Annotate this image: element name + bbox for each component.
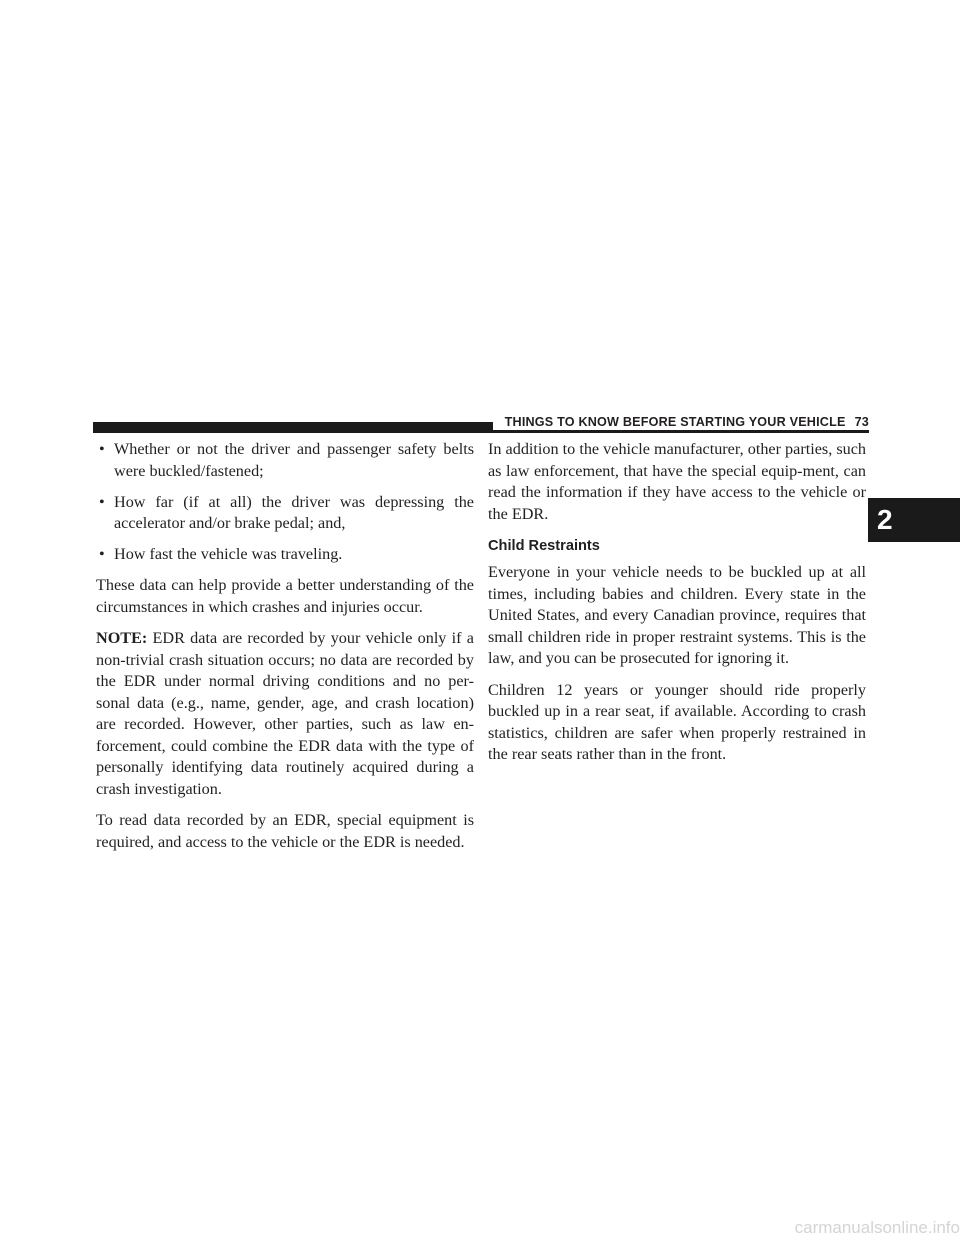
list-item bbox=[96, 544, 474, 566]
paragraph: Everyone in your vehicle needs to be buckled up at all times, including babies and children. Every state in the United States, and every Canadian province, requires that small children ride in proper restraint systems. This is the law, and you can be prosecuted for ignoring it. bbox=[488, 563, 866, 667]
list-item-text: Whether or not the driver and passenger safety belts were buckled/fastened; bbox=[114, 440, 474, 480]
list-item-text: How far (if at all) the driver was depressing the accelerator and/or brake pedal; and, bbox=[114, 492, 474, 532]
note-label: NOTE: bbox=[96, 629, 148, 647]
section-heading: Child Restraints bbox=[488, 538, 600, 554]
running-header bbox=[496, 415, 869, 435]
page-number: 73 bbox=[854, 415, 869, 429]
left-column bbox=[96, 439, 474, 863]
section-title: THINGS TO KNOW BEFORE STARTING YOUR VEHICLE bbox=[504, 415, 846, 429]
bullet-icon: • bbox=[99, 545, 105, 563]
paragraph: These data can help provide a better understanding of the circumstances in which crashes and injuries occur. bbox=[96, 576, 474, 616]
paragraph: Children 12 years or younger should ride properly buckled up in a rear seat, if available. According to crash statistics, children are safer when properly restrained in the rear seats rather than in the front. bbox=[488, 680, 866, 763]
list-item-text: How fast the vehicle was traveling. bbox=[114, 545, 343, 563]
paragraph: In addition to the vehicle manufacturer, other parties, such as law enforcement, that have the special equip-ment, can read the information if they have access to the vehicle or the EDR. bbox=[488, 440, 866, 523]
list-item bbox=[96, 492, 474, 535]
bullet-icon: • bbox=[99, 440, 105, 458]
note-paragraph bbox=[96, 628, 474, 800]
chapter-tab: 2 bbox=[868, 498, 960, 542]
list-item bbox=[96, 439, 474, 482]
bullet-icon: • bbox=[99, 492, 105, 511]
watermark: carmanualsonline.info bbox=[794, 1218, 960, 1237]
right-column bbox=[488, 439, 866, 776]
paragraph: To read data recorded by an EDR, special equipment is required, and access to the vehicle or the EDR is needed. bbox=[96, 811, 474, 851]
note-text: EDR data are recorded by your vehicle only if a non-trivial crash situation occurs; no data are recorded by the EDR under normal driving conditions and no per-sonal data (e.g., name, gender, age, and crash location) are recorded. However, other parties, such as law en-forcement, could combine the EDR data with the type of personally identifying data routinely acquired during a crash investigation. bbox=[96, 629, 474, 798]
